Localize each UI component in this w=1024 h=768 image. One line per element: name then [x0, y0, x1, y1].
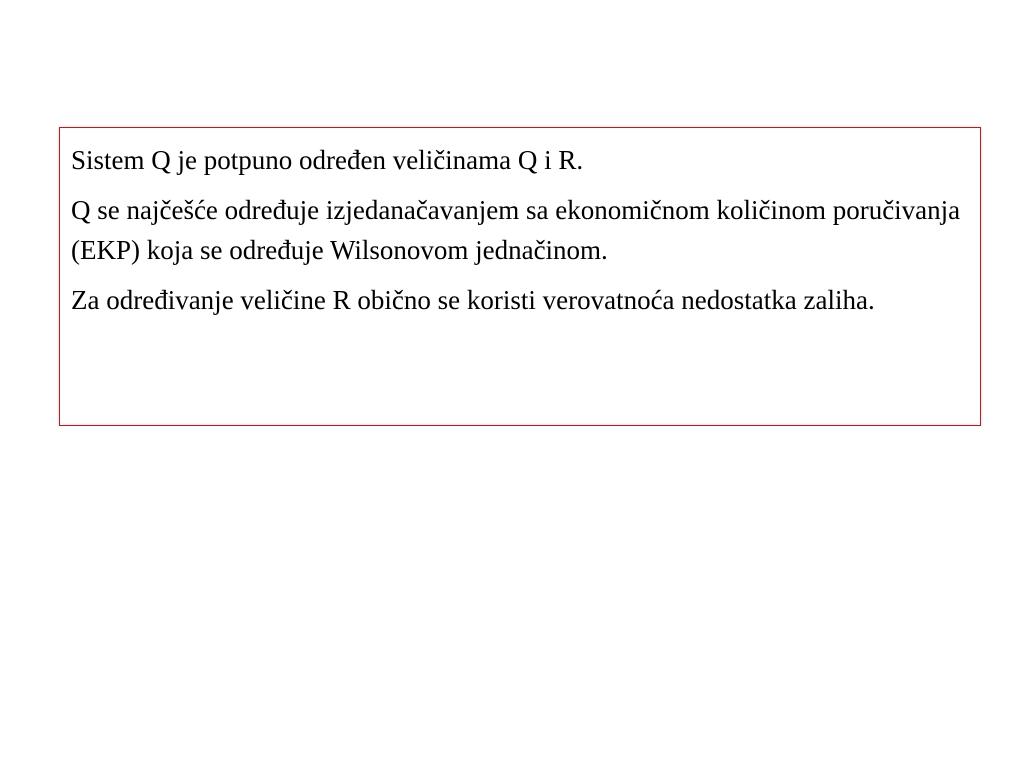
paragraph-2: Q se najčešće određuje izjedanačavanjem sa ekonomičnom količinom poručivanja (EKP) koja se određuje Wilsonovom jednačinom.	[71, 195, 961, 265]
text-box	[59, 127, 981, 426]
paragraph-1: Sistem Q je potpuno određen veličinama Q i R.	[71, 145, 584, 175]
paragraph-3: Za određivanje veličine R obično se koristi verovatnoća nedostatka zaliha.	[71, 285, 875, 315]
